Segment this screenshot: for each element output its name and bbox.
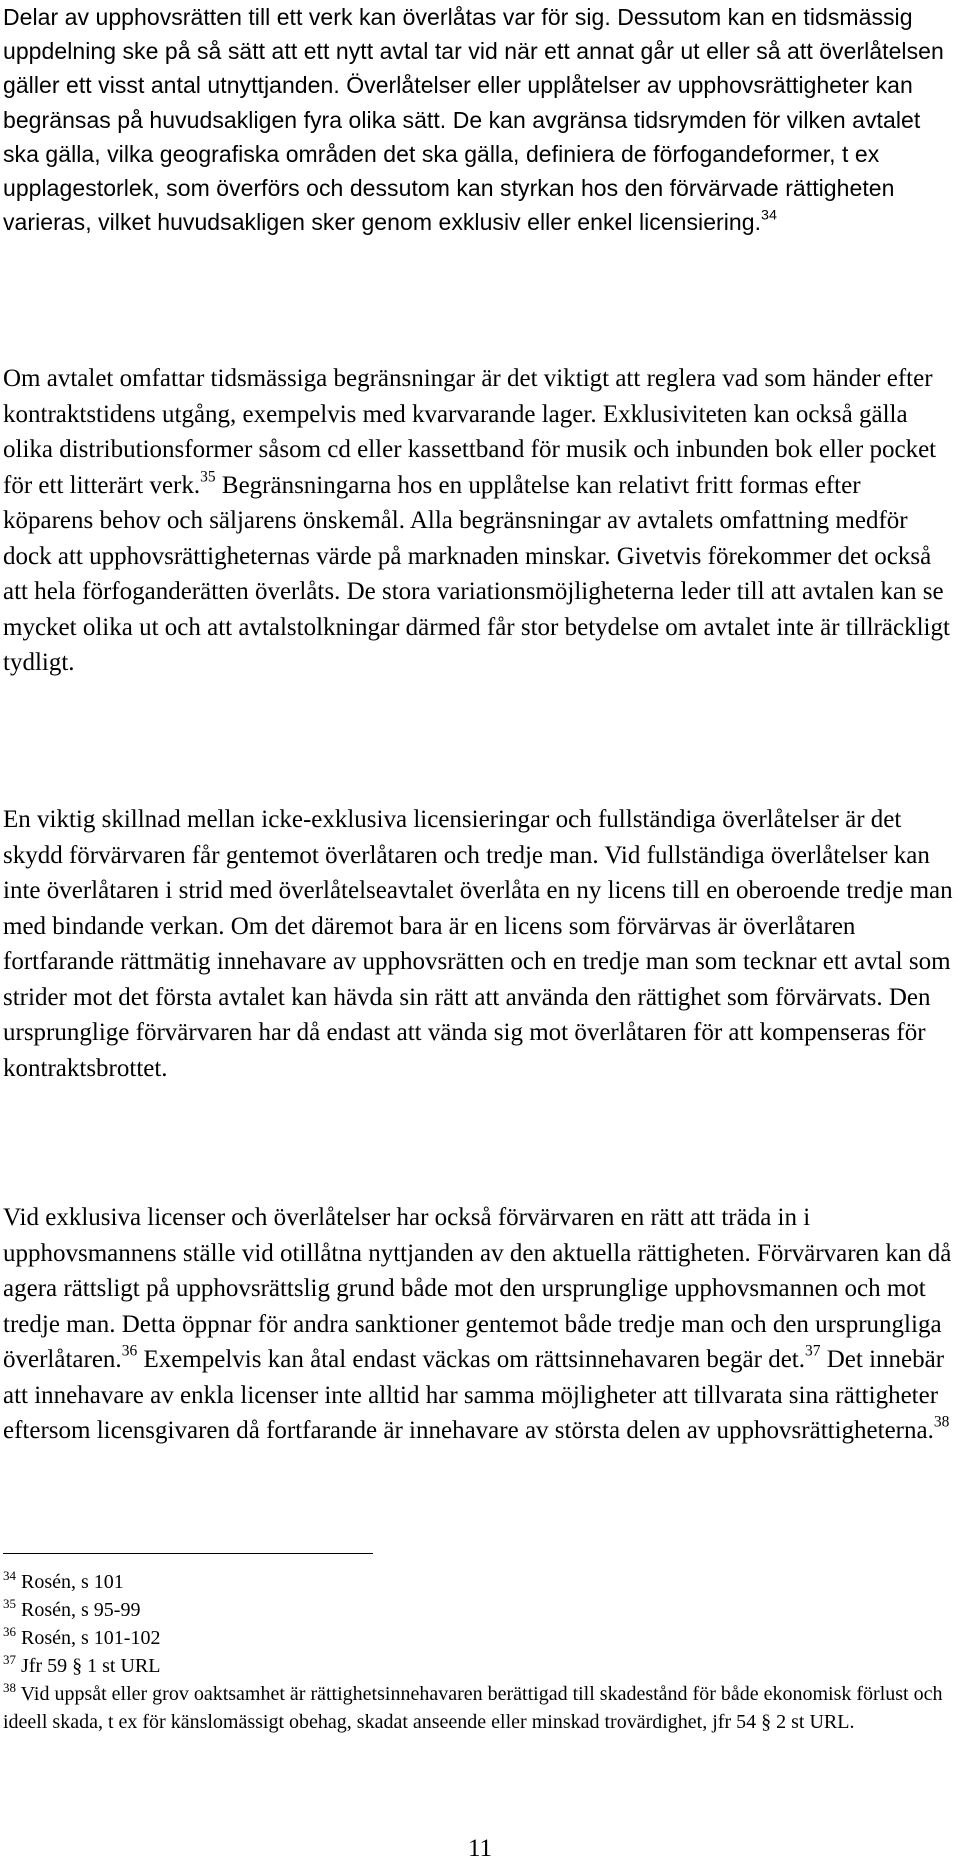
paragraph-4: [3, 1200, 953, 1449]
footnote-38: [3, 1680, 953, 1736]
footnote-number: 34: [3, 1568, 16, 1583]
footnote-ref-37[interactable]: 37: [805, 1342, 821, 1360]
footnote-37: [3, 1652, 953, 1680]
paragraph-2-text-b: Begränsningarna hos en upplåtelse kan relativt fritt formas efter köparens behov och säljarens önskemål. Alla begränsningar av avtalets omfattning medför dock att upphovsrättigheternas värde på marknaden minskar. Givetvis förekommer det också att hela förfoganderätten överlåts. De stora variationsmöjligheterna leder till att avtalen kan se mycket olika ut och att avtalstolkningar därmed får stor betydelse om avtalet inte är tillräckligt tydligt.: [3, 471, 950, 676]
paragraph-4-text-b: Exempelvis kan åtal endast väckas om rättsinnehavaren begär det.: [137, 1346, 805, 1373]
footnote-text: Rosén, s 101-102: [16, 1627, 161, 1649]
footnote-text: Vid uppsåt eller grov oaktsamhet är rättighetsinnehavaren berättigad till skadestånd för både ekonomisk förlust och ideell skada, t ex för känslomässigt obehag, skadat anseende eller minskad trovärdighet, jfr 54 § 2 st URL.: [3, 1683, 943, 1733]
paragraph-2: [3, 361, 953, 681]
footnote-ref-36[interactable]: 36: [121, 1342, 138, 1360]
footnote-number: 37: [3, 1652, 16, 1667]
footnotes-list: [3, 1568, 953, 1736]
paragraph-1: [3, 0, 953, 239]
page-number: 11: [467, 1835, 493, 1862]
footnote-number: 35: [3, 1596, 16, 1611]
paragraph-1-text: Delar av upphovsrätten till ett verk kan överlåtas var för sig. Dessutom kan en tidsmässig uppdelning ske på så sätt att ett nytt avtal tar vid när ett annat går ut eller så att överlåtelsen gäller ett visst antal utnyttjanden. Överlåtelser eller upplåtelser av upphovsrättigheter kan begränsas på huvudsakligen fyra olika sätt. De kan avgränsa tidsrymden för vilken avtalet ska gälla, vilka geografiska områden det ska gälla, definiera de förfogandeformer, t ex upplagestorlek, som överförs och dessutom kan styrkan hos den förvärvade rättigheten varieras, vilket huvudsakligen sker genom exklusiv eller enkel licensiering.: [3, 4, 944, 236]
footnote-text: Jfr 59 § 1 st URL: [16, 1655, 161, 1677]
footnote-text: Rosén, s 101: [16, 1571, 124, 1593]
paragraph-3: [3, 802, 953, 1086]
footnote-ref-35[interactable]: 35: [200, 467, 216, 485]
footnote-34: [3, 1568, 953, 1596]
footnote-separator: [3, 1553, 373, 1554]
paragraph-4-text-c: Det innebär att innehavare av enkla licenser inte alltid har samma möjligheter att tillvarata sina rättigheter eftersom licensgivaren då fortfarande är innehavare av största delen av upphovsrättigheterna.: [3, 1346, 945, 1444]
footnote-number: 36: [3, 1624, 16, 1639]
paragraph-3-text: En viktig skillnad mellan icke-exklusiva licensieringar och fullständiga överlåtelser är det skydd förvärvaren får gentemot överlåtaren och tredje man. Vid fullständiga överlåtelser kan inte överlåtaren i strid med överlåtelseavtalet överlåta en ny licens till en oberoende tredje man med bindande verkan. Om det däremot bara är en licens som förvärvas är överlåtaren fortfarande rättmätig innehavare av upphovsrätten och en tredje man som tecknar ett avtal som strider mot det första avtalet kan hävda sin rätt att använda den rättighet som förvärvats. Den ursprunglige förvärvaren har då endast att vända sig mot överlåtaren för att kompenseras för kontraktsbrottet.: [3, 806, 953, 1082]
footnote-text: Rosén, s 95-99: [16, 1599, 141, 1621]
footnote-ref-34[interactable]: 34: [761, 207, 777, 224]
paragraph-4-text-a: Vid exklusiva licenser och överlåtelser har också förvärvaren en rätt att träda in i upphovsmannens ställe vid otillåtna nyttjanden av den aktuella rättigheten. Förvärvaren kan då agera rättsligt på upphovsrättslig grund både mot den ursprunglige upphovsmannen och mot tredje man. Detta öppnar för andra sanktioner gentemot både tredje man och den ursprungliga överlåtaren.: [3, 1204, 952, 1373]
footnote-35: [3, 1596, 953, 1624]
footnote-ref-38[interactable]: 38: [933, 1413, 950, 1431]
footnote-36: [3, 1624, 953, 1652]
paragraph-2-text-a: Om avtalet omfattar tidsmässiga begränsningar är det viktigt att reglera vad som händer efter kontraktstidens utgång, exempelvis med kvarvarande lager. Exklusiviteten kan också gälla olika distributionsformer såsom cd eller kassettband för musik och inbunden bok eller pocket för ett litterärt verk.: [3, 365, 937, 499]
footnote-number: 38: [3, 1680, 16, 1695]
